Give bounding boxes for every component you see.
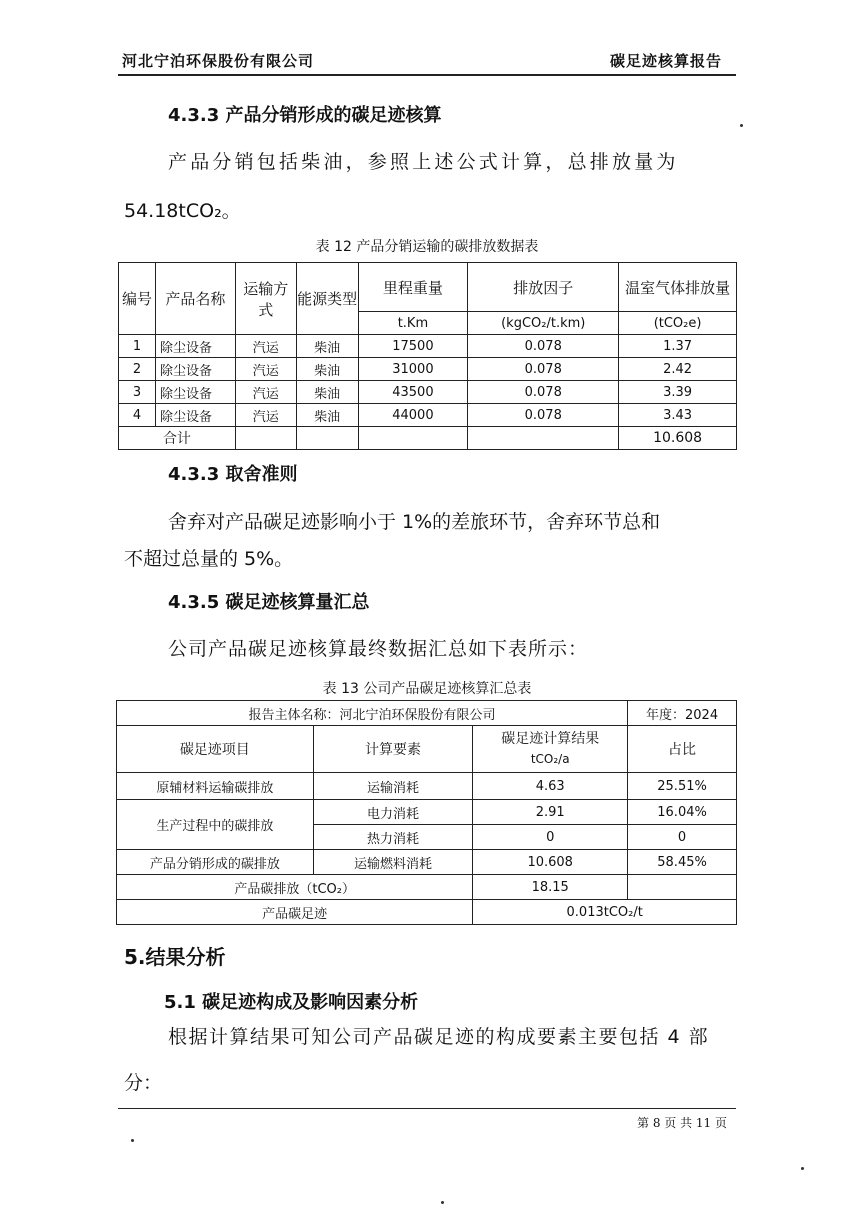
table-row — [119, 335, 737, 358]
table-row — [117, 850, 737, 875]
cell-element: 运输燃料消耗 — [313, 850, 473, 875]
cell-factor: 0.078 — [468, 335, 619, 358]
empty-cell — [628, 875, 737, 900]
th-ratio: 占比 — [628, 726, 737, 773]
section-title-distribution: 4.3.3 产品分销形成的碳足迹核算 — [168, 105, 442, 126]
table-row — [119, 358, 737, 381]
table13-summary — [116, 700, 737, 925]
cell-element: 运输消耗 — [313, 773, 473, 800]
paragraph-cutoff-line2: 不超过总量的 5%。 — [124, 548, 294, 570]
th-result-label: 碳足迹计算结果 — [501, 731, 600, 747]
section-subtitle-composition: 5.1 碳足迹构成及影响因素分析 — [164, 992, 419, 1013]
table-row — [117, 773, 737, 800]
product-emission-label: 产品碳排放（tCO₂） — [117, 875, 473, 900]
product-footprint-value: 0.013tCO₂/t — [473, 900, 737, 925]
cell-ghg: 1.37 — [619, 335, 737, 358]
paragraph-results-line1: 根据计算结果可知公司产品碳足迹的构成要素主要包括 4 部 — [168, 1026, 710, 1048]
table13-caption: 表 13 公司产品碳足迹核算汇总表 — [322, 681, 532, 697]
cell-energy: 柴油 — [296, 358, 358, 381]
cell-ratio: 0 — [628, 825, 737, 850]
table12-transport-emissions — [118, 262, 737, 450]
scan-speck — [441, 1201, 444, 1204]
cell-factor: 0.078 — [468, 358, 619, 381]
cell-mode: 汽运 — [235, 381, 296, 404]
th-distance: 里程重量 — [358, 263, 468, 312]
page-number: 第 8 页 共 11 页 — [637, 1116, 727, 1130]
cell-distance: 17500 — [358, 335, 468, 358]
cell-item: 原辅材料运输碳排放 — [117, 773, 314, 800]
cell-no: 2 — [119, 358, 156, 381]
cell-ghg: 3.43 — [619, 404, 737, 427]
total-value: 10.608 — [619, 427, 737, 450]
th-mode: 运输方式 — [235, 263, 296, 335]
empty-cell — [296, 427, 358, 450]
footer-divider — [118, 1108, 736, 1109]
cell-item: 生产过程中的碳排放 — [117, 800, 314, 850]
report-subject: 报告主体名称：河北宁泊环保股份有限公司 — [117, 701, 628, 726]
cell-mode: 汽运 — [235, 358, 296, 381]
header-report-title: 碳足迹核算报告 — [609, 52, 722, 70]
th-item: 碳足迹项目 — [117, 726, 314, 773]
table-row — [119, 404, 737, 427]
th-result-unit: tCO₂/a — [530, 752, 570, 766]
cell-product: 除尘设备 — [155, 335, 235, 358]
th-energy: 能源类型 — [296, 263, 358, 335]
th-no: 编号 — [119, 263, 156, 335]
unit-distance: t.Km — [358, 312, 468, 335]
table-row — [117, 900, 737, 925]
cell-distance: 43500 — [358, 381, 468, 404]
total-label: 合计 — [119, 427, 236, 450]
paragraph-results-line2: 分： — [124, 1072, 163, 1094]
cell-energy: 柴油 — [296, 335, 358, 358]
cell-result: 10.608 — [473, 850, 628, 875]
cell-ghg: 2.42 — [619, 358, 737, 381]
cell-ratio: 16.04% — [628, 800, 737, 825]
th-factor: 排放因子 — [468, 263, 619, 312]
cell-mode: 汽运 — [235, 404, 296, 427]
th-element: 计算要素 — [313, 726, 473, 773]
cell-element: 热力消耗 — [313, 825, 473, 850]
unit-factor: (kgCO₂/t.km) — [468, 312, 619, 335]
paragraph-cutoff-line1: 舍弃对产品碳足迹影响小于 1%的差旅环节，舍弃环节总和 — [168, 511, 661, 533]
table-row — [117, 800, 737, 825]
cell-result: 4.63 — [473, 773, 628, 800]
th-product: 产品名称 — [155, 263, 235, 335]
cell-energy: 柴油 — [296, 381, 358, 404]
cell-result: 2.91 — [473, 800, 628, 825]
table-row — [119, 381, 737, 404]
th-result — [473, 726, 628, 773]
th-ghg: 温室气体排放量 — [619, 263, 737, 312]
cell-product: 除尘设备 — [155, 358, 235, 381]
section-title-results: 5.结果分析 — [124, 945, 226, 969]
report-year: 年度：2024 — [628, 701, 737, 726]
paragraph-distribution-line2: 54.18tCO₂。 — [124, 200, 241, 222]
cell-element: 电力消耗 — [313, 800, 473, 825]
cell-no: 3 — [119, 381, 156, 404]
scan-speck — [740, 124, 743, 127]
cell-ratio: 58.45% — [628, 850, 737, 875]
cell-energy: 柴油 — [296, 404, 358, 427]
cell-no: 1 — [119, 335, 156, 358]
cell-mode: 汽运 — [235, 335, 296, 358]
table-total-row — [119, 427, 737, 450]
unit-ghg: (tCO₂e) — [619, 312, 737, 335]
cell-product: 除尘设备 — [155, 381, 235, 404]
section-title-cutoff: 4.3.3 取舍准则 — [168, 464, 298, 485]
table-row — [117, 875, 737, 900]
cell-distance: 31000 — [358, 358, 468, 381]
header-divider — [118, 74, 736, 76]
scan-speck — [131, 1139, 134, 1142]
cell-ratio: 25.51% — [628, 773, 737, 800]
cell-factor: 0.078 — [468, 404, 619, 427]
cell-item: 产品分销形成的碳排放 — [117, 850, 314, 875]
table12-caption: 表 12 产品分销运输的碳排放数据表 — [315, 239, 539, 255]
empty-cell — [358, 427, 468, 450]
cell-no: 4 — [119, 404, 156, 427]
paragraph-summary: 公司产品碳足迹核算最终数据汇总如下表所示： — [168, 638, 589, 660]
empty-cell — [468, 427, 619, 450]
scan-speck — [801, 1167, 804, 1170]
cell-ghg: 3.39 — [619, 381, 737, 404]
section-title-summary: 4.3.5 碳足迹核算量汇总 — [168, 592, 370, 613]
product-footprint-label: 产品碳足迹 — [117, 900, 473, 925]
paragraph-distribution-line1: 产品分销包括柴油，参照上述公式计算，总排放量为 — [168, 151, 679, 173]
product-emission-value: 18.15 — [473, 875, 628, 900]
cell-factor: 0.078 — [468, 381, 619, 404]
cell-distance: 44000 — [358, 404, 468, 427]
empty-cell — [235, 427, 296, 450]
cell-result: 0 — [473, 825, 628, 850]
header-company: 河北宁泊环保股份有限公司 — [122, 52, 315, 70]
cell-product: 除尘设备 — [155, 404, 235, 427]
